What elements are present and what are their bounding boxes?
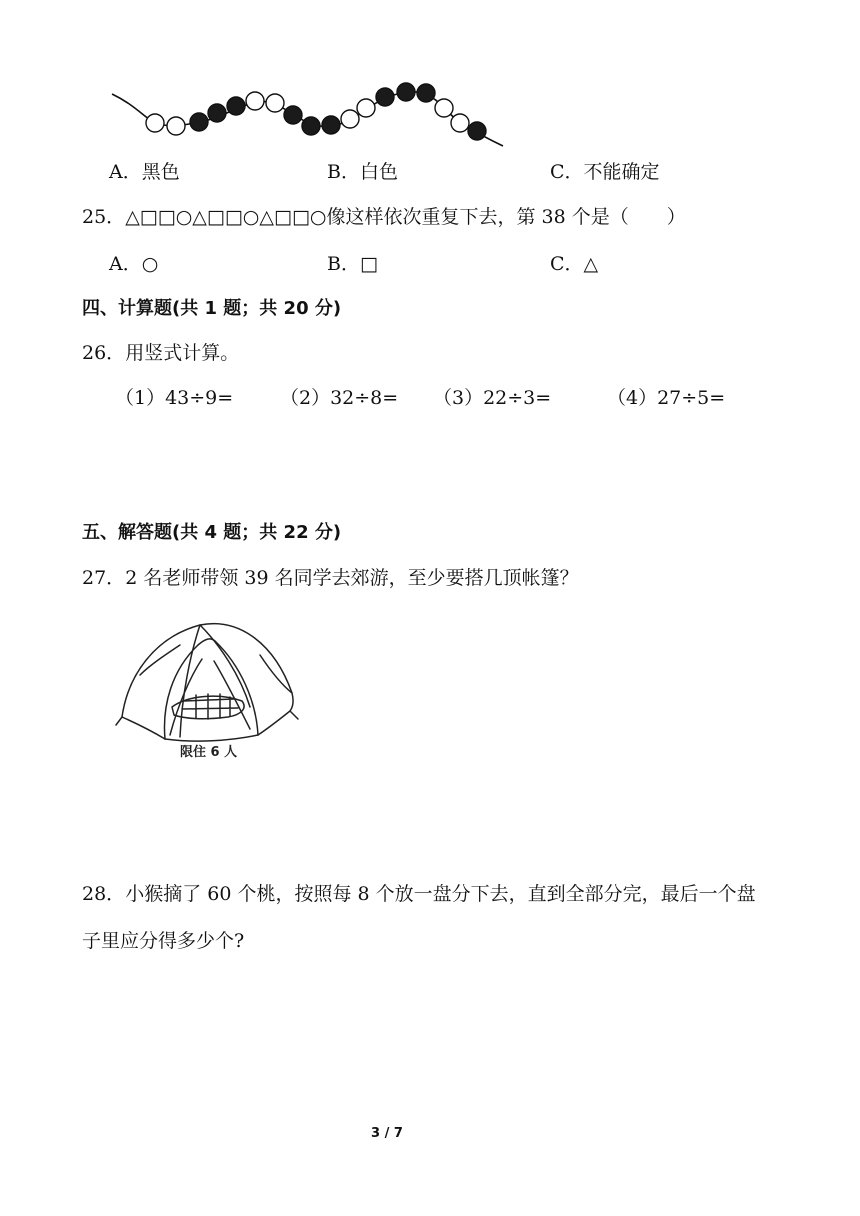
q25-option-c[interactable]: C．△ (550, 253, 599, 275)
black-bead (397, 83, 415, 101)
q28-number: 28． (82, 883, 126, 905)
q26-item-4: （4）27÷5= (607, 387, 726, 409)
white-bead (341, 110, 359, 128)
q24-option-b[interactable]: B．白色 (327, 161, 398, 183)
black-bead (284, 106, 302, 124)
q26-question (82, 341, 239, 365)
q27-number: 27． (82, 567, 126, 589)
black-bead (227, 97, 245, 115)
q27-text: 2 名老师带领 39 名同学去郊游，至少要搭几顶帐篷？ (125, 567, 579, 589)
white-bead (246, 92, 264, 110)
white-bead (357, 99, 375, 117)
tent-caption: 限住 6 人 (180, 745, 238, 760)
q28-question-line-1 (82, 882, 756, 906)
q26-item-2: （2）32÷8= (280, 387, 399, 409)
q25-number: 25． (82, 206, 126, 228)
q25-question (82, 205, 686, 229)
bead-necklace-svg (0, 0, 860, 160)
section-4-heading: 四、计算题(共 1 题；共 20 分) (82, 298, 342, 319)
white-bead (451, 114, 469, 132)
black-bead (190, 113, 208, 131)
page-number: 3 / 7 (371, 1126, 403, 1141)
q28-text-line-2: 子里应分得多少个? (82, 930, 245, 952)
q27-question (82, 566, 579, 590)
q24-option-a[interactable]: A．黑色 (109, 161, 180, 183)
black-bead (417, 84, 435, 102)
q24-option-c[interactable]: C．不能确定 (550, 161, 660, 183)
white-bead (266, 94, 284, 112)
q25-text: △□□○△□□○△□□○像这样依次重复下去，第 38 个是（ ） (125, 206, 686, 228)
q28-text-line-1: 小猴摘了 60 个桃，按照每 8 个放一盘分下去，直到全部分完，最后一个盘 (125, 883, 756, 905)
q26-item-3: （3）22÷3= (433, 387, 552, 409)
black-bead (322, 116, 340, 134)
white-bead (167, 117, 185, 135)
q26-item-1: （1）43÷9= (115, 387, 234, 409)
section-5-heading: 五、解答题(共 4 题；共 22 分) (82, 522, 342, 543)
black-bead (302, 117, 320, 135)
q26-text: 用竖式计算。 (125, 342, 240, 364)
white-bead (146, 114, 164, 132)
q26-number: 26． (82, 342, 126, 364)
black-bead (468, 122, 486, 140)
q25-option-a[interactable]: A．○ (109, 253, 159, 275)
white-bead (435, 99, 453, 117)
black-bead (208, 104, 226, 122)
q25-option-b[interactable]: B．□ (327, 253, 378, 275)
black-bead (376, 88, 394, 106)
